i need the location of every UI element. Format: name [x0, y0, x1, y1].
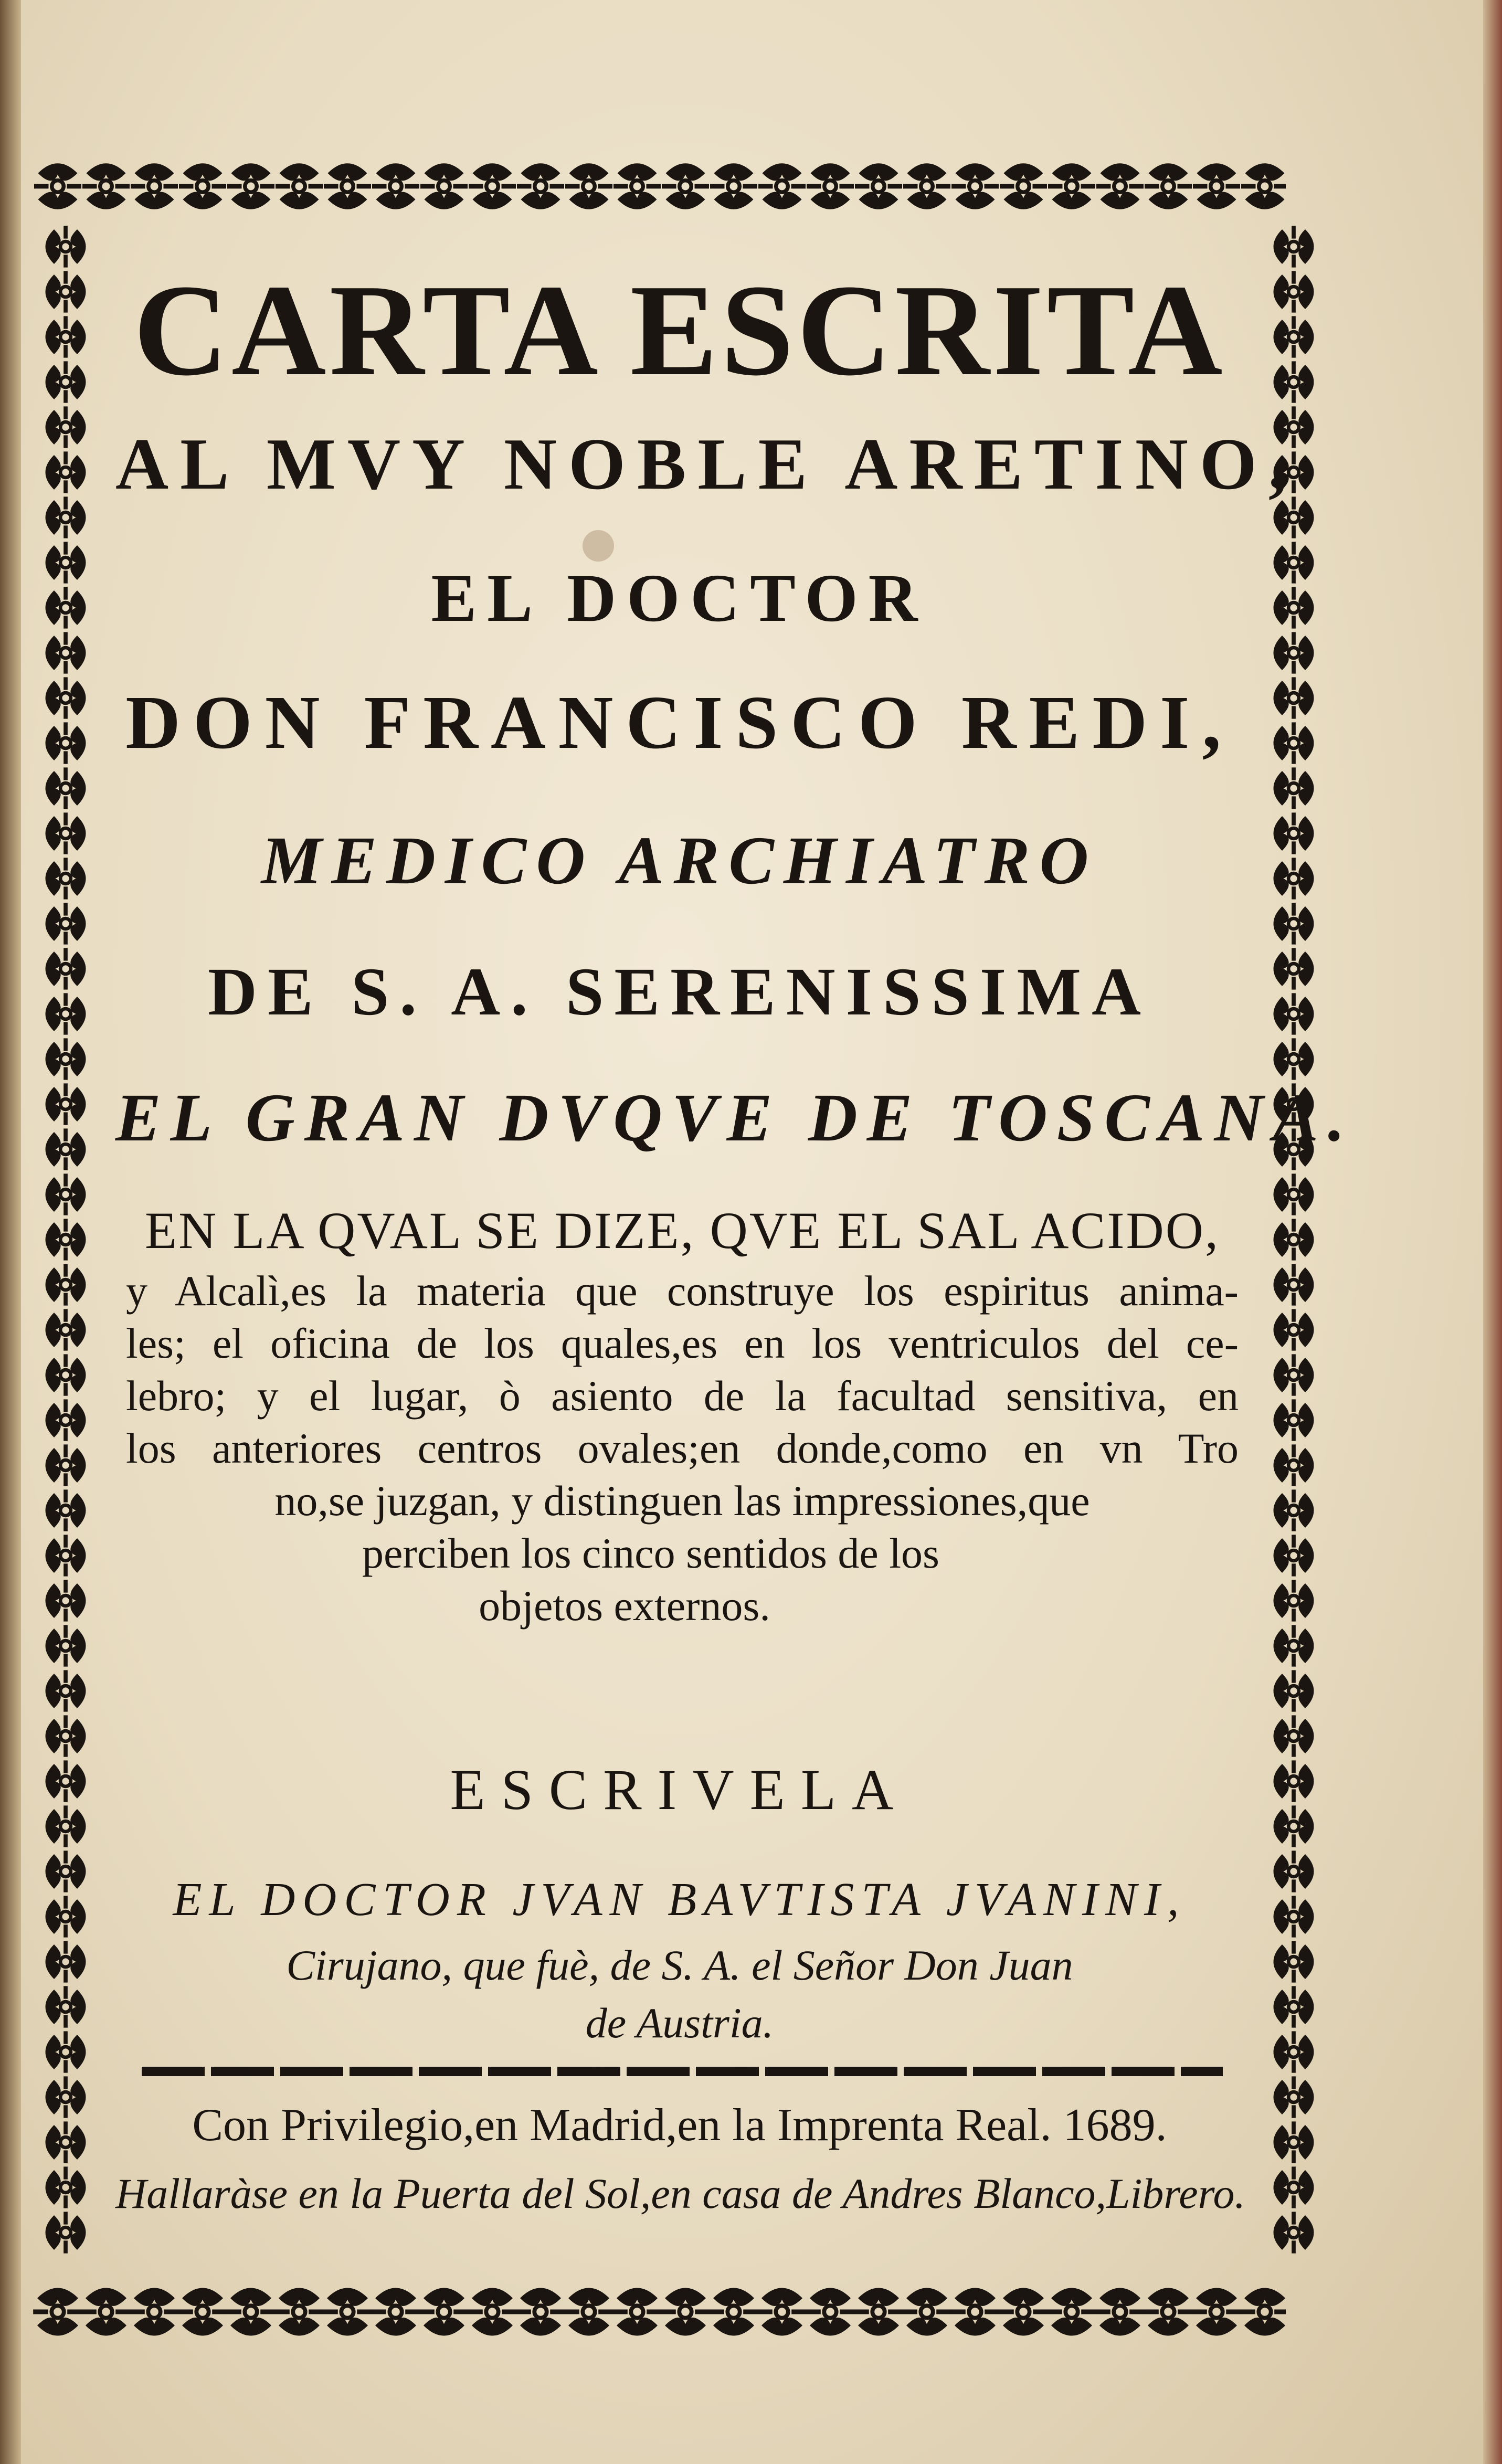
paragraph-line: objetos externos.: [479, 1582, 770, 1630]
recipient-patron-title: EL GRAN DVQVE DE TOSCANA.: [115, 1080, 1355, 1156]
imprint-line: Con Privilegio,en Madrid,en la Imprenta Real. 1689.: [192, 2100, 1167, 2151]
author-title-end: de Austria.: [585, 1999, 774, 2047]
bookseller-line: Hallaràse en la Puerta del Sol,en casa de Andres Blanco,Librero.: [115, 2170, 1245, 2217]
paragraph-line: y Alcalì,es la materia que construye los espiritus anima-: [126, 1267, 1239, 1315]
paragraph-line: perciben los cinco sentidos de los: [362, 1529, 939, 1577]
subject-paragraph: [126, 1197, 1239, 1632]
paragraph-line: no,se juzgan, y distinguen las impressiones,que: [274, 1477, 1090, 1525]
author-name: EL DOCTOR JVAN BAVTISTA JVANINI,: [173, 1874, 1187, 1926]
divider-rule: [142, 2067, 1223, 2076]
escrivela-heading: ESCRIVELA: [450, 1758, 909, 1822]
page-title: CARTA ESCRITA: [133, 258, 1226, 403]
author-title: Cirujano, que fuè, de S. A. el Señor Don Juan: [286, 1941, 1073, 1989]
paragraph-line: los anteriores centros ovales;en donde,como en vn Tro: [126, 1424, 1239, 1472]
recipient-name: DON FRANCISCO REDI,: [125, 681, 1234, 765]
recipient-patron: DE S. A. SERENISSIMA: [208, 954, 1151, 1030]
addressee-line: AL MVY NOBLE ARETINO,: [115, 424, 1298, 505]
paragraph-line: les; el oficina de los quales,es en los ventriculos del ce-: [126, 1319, 1239, 1367]
recipient-office: MEDICO ARCHIATRO: [261, 823, 1098, 898]
paragraph-line: EN LA QVAL SE DIZE, QVE EL SAL ACIDO,: [145, 1201, 1220, 1260]
paragraph-line: lebro; y el lugar, ò asiento de la facultad sensitiva, en: [126, 1372, 1239, 1420]
honorific-line: EL DOCTOR: [431, 561, 928, 636]
